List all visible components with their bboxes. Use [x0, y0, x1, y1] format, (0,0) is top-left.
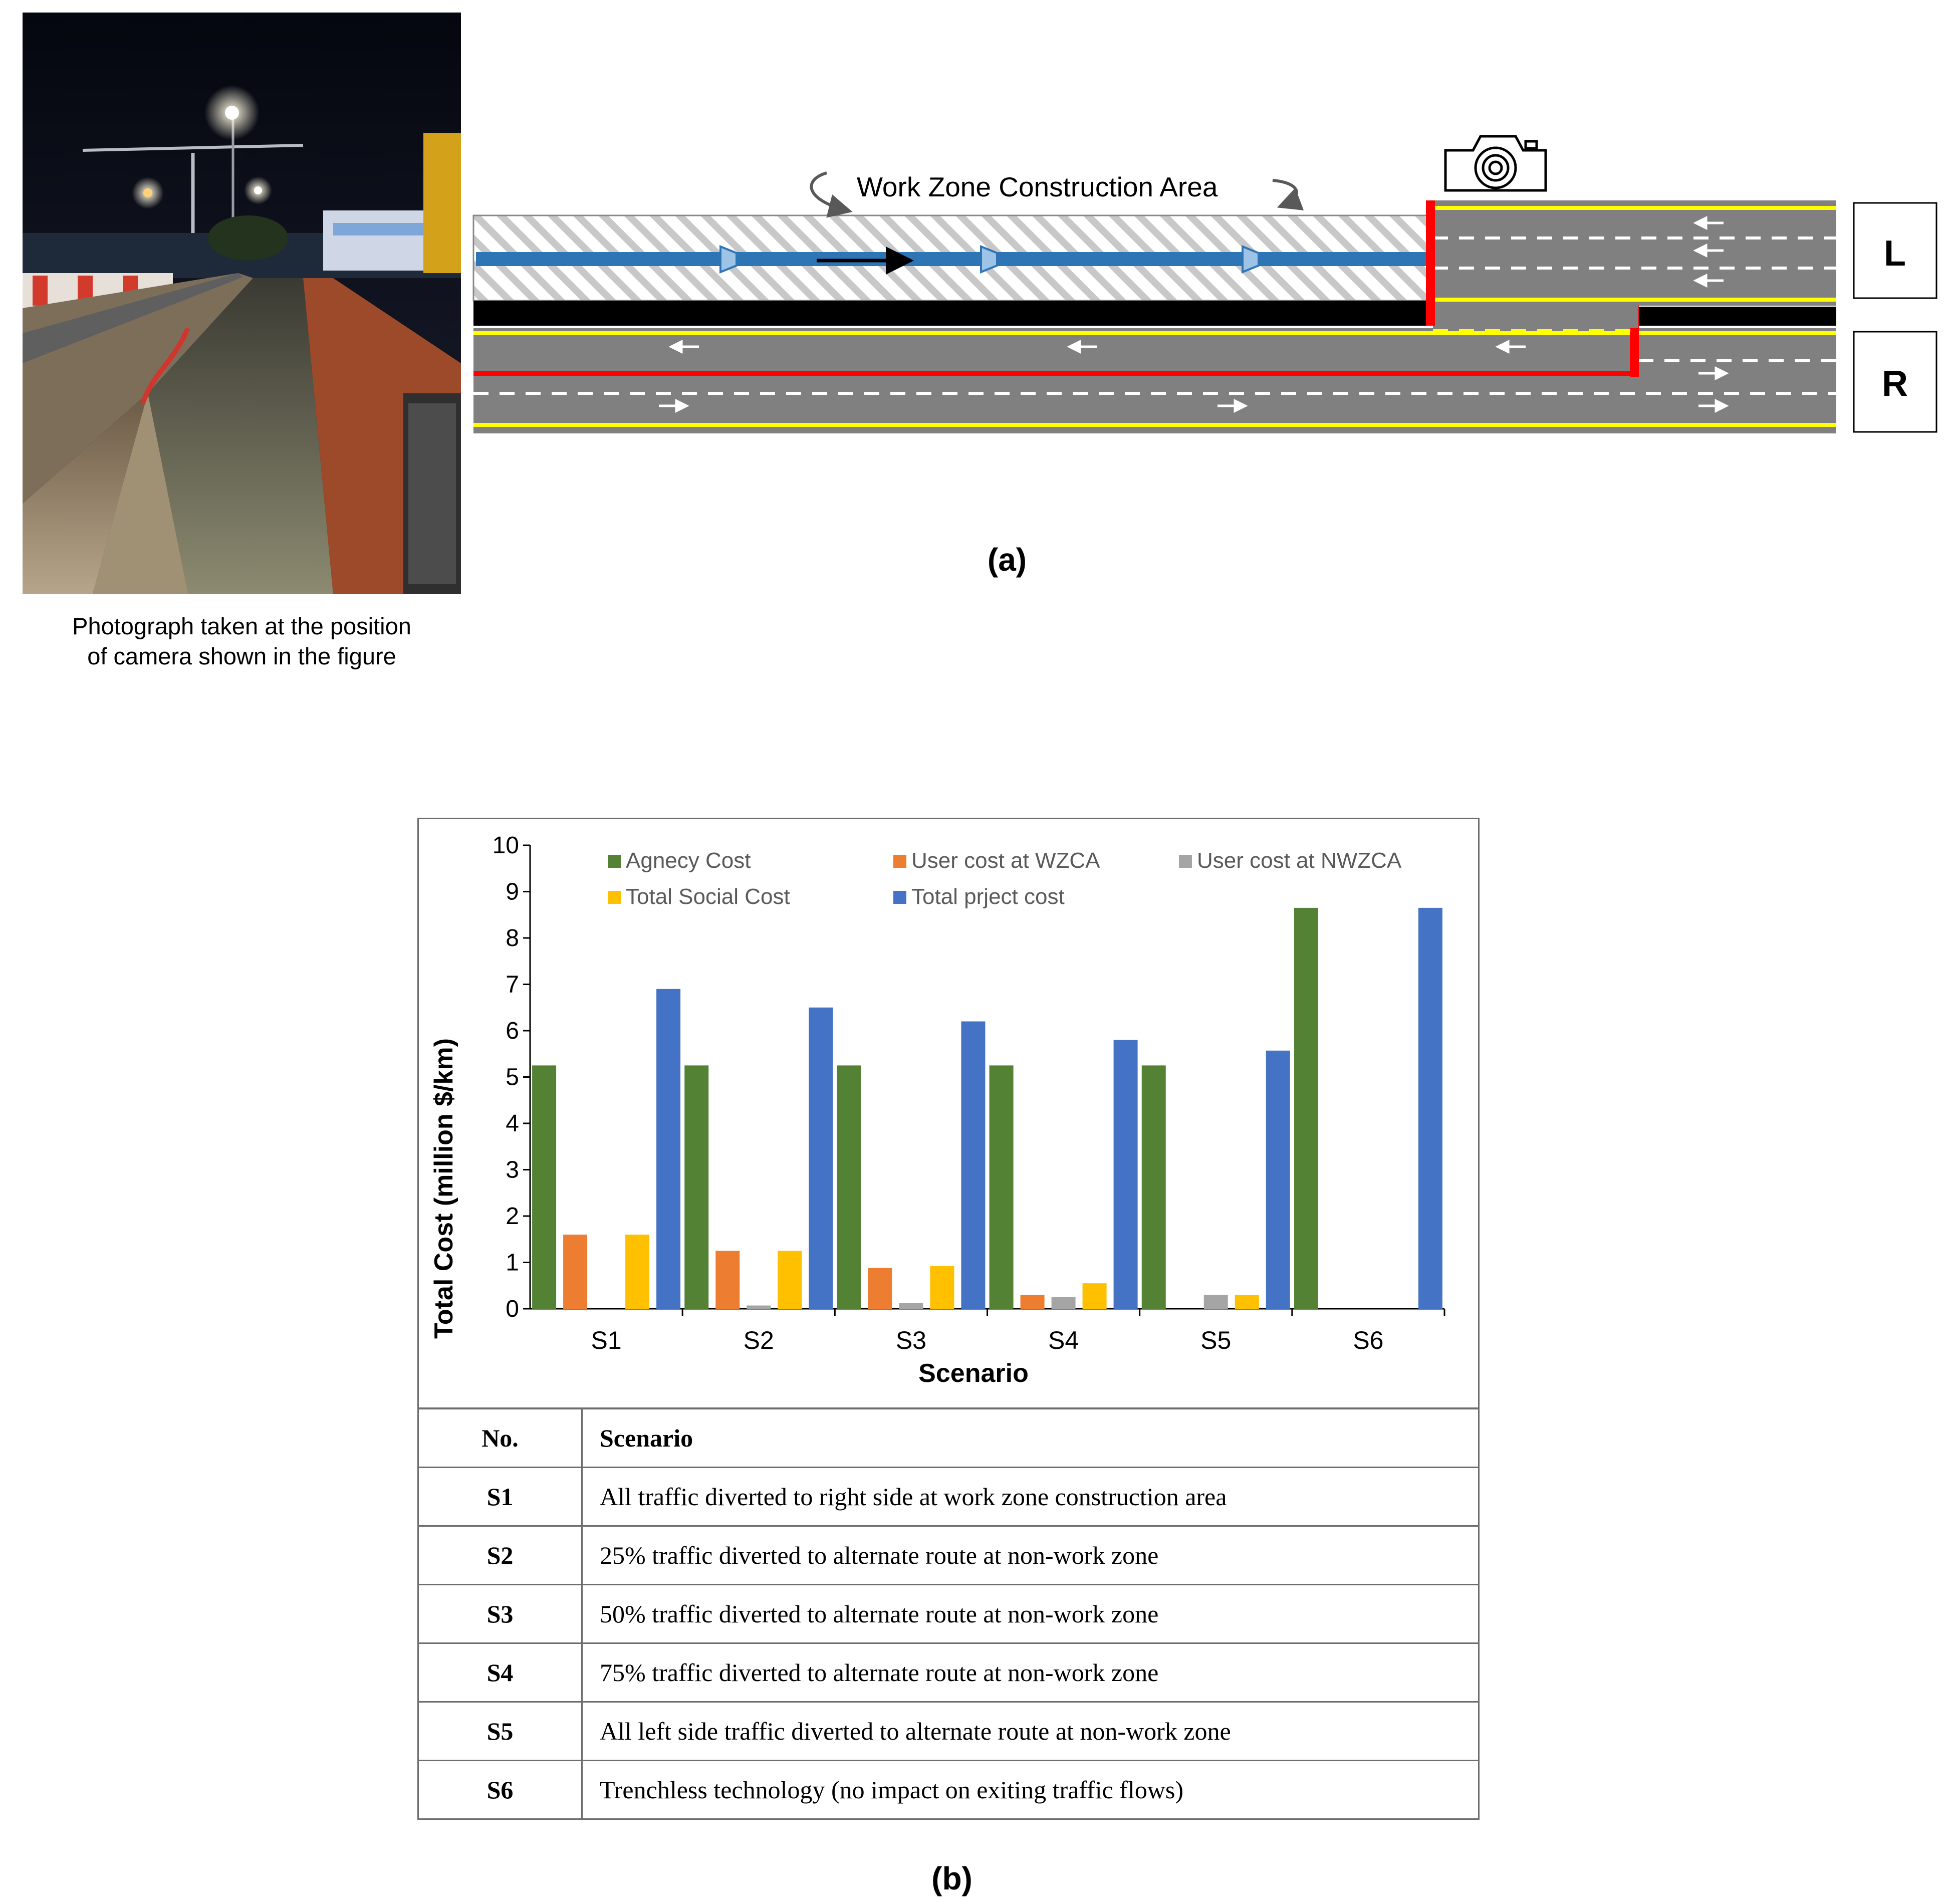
chart-legend: [608, 848, 1402, 909]
curved-arrow-icon: [811, 173, 847, 210]
bar-s4-series-3: [1052, 1297, 1076, 1309]
bar-s2-series-5: [809, 1008, 833, 1309]
road-diagram: [451, 100, 1948, 451]
x-axis-label: Scenario: [918, 1359, 1029, 1388]
bar-s5-series-3: [1204, 1295, 1228, 1309]
row-description: All traffic diverted to right side at work zone construction area: [582, 1468, 1479, 1526]
table-row: [418, 1643, 1479, 1702]
legend-swatch: [608, 855, 621, 868]
legend-swatch: [1179, 855, 1192, 868]
curved-arrow-icon: [1273, 180, 1297, 205]
chart-bars: [532, 908, 1442, 1309]
row-description: Trenchless technology (no impact on exiting traffic flows): [582, 1761, 1479, 1819]
header-scenario: Scenario: [582, 1409, 1479, 1468]
bar-s1-series-5: [656, 989, 680, 1309]
bar-s4-series-4: [1083, 1283, 1107, 1309]
bar-s1-series-4: [625, 1235, 649, 1309]
row-id: S2: [418, 1526, 582, 1585]
table-row: [418, 1468, 1479, 1526]
photo-caption-line-1: Photograph taken at the position: [72, 613, 411, 639]
bar-s4-series-5: [1114, 1040, 1138, 1309]
y-tick-label: 5: [506, 1064, 519, 1091]
bar-s4-series-1: [990, 1065, 1014, 1309]
x-tick-label: S1: [591, 1326, 622, 1354]
bar-s3-series-2: [868, 1268, 892, 1309]
panel-a-label: (a): [987, 542, 1027, 578]
side-label-left: L: [1884, 233, 1906, 274]
x-tick-label: S6: [1353, 1326, 1384, 1354]
work-zone-label: Work Zone Construction Area: [857, 171, 1218, 202]
y-tick-label: 7: [506, 971, 519, 998]
bar-s1-series-2: [563, 1235, 587, 1309]
x-tick-label: S3: [895, 1326, 927, 1354]
legend-label: Agnecy Cost: [626, 848, 751, 873]
y-tick-label: 3: [506, 1156, 519, 1183]
legend-swatch: [893, 855, 906, 868]
legend-label: Total prject cost: [911, 884, 1065, 909]
bar-s1-series-1: [532, 1065, 556, 1309]
legend-swatch: [608, 891, 621, 904]
table-row: [418, 1761, 1479, 1819]
side-label-right: R: [1882, 364, 1908, 404]
bar-s6-series-1: [1294, 908, 1318, 1309]
header-no: No.: [418, 1409, 582, 1468]
bar-s3-series-3: [899, 1303, 923, 1309]
y-tick-label: 10: [492, 832, 519, 859]
legend-label: Total Social Cost: [626, 884, 790, 909]
y-tick-label: 2: [506, 1203, 519, 1230]
y-axis-label: Total Cost (million $/km): [429, 1038, 458, 1339]
x-tick-label: S2: [743, 1326, 774, 1354]
bar-s5-series-5: [1266, 1051, 1290, 1309]
table-row: [418, 1526, 1479, 1585]
photo-caption-line-2: of camera shown in the figure: [87, 643, 396, 669]
table-row: [418, 1585, 1479, 1643]
row-id: S5: [418, 1702, 582, 1761]
row-description: 25% traffic diverted to alternate route at non-work zone: [582, 1526, 1479, 1585]
row-description: All left side traffic diverted to alternate route at non-work zone: [582, 1702, 1479, 1761]
y-tick-label: 1: [506, 1249, 519, 1276]
construction-photograph: [23, 13, 461, 594]
table-row: [418, 1702, 1479, 1761]
row-id: S3: [418, 1585, 582, 1643]
bar-s2-series-1: [684, 1065, 708, 1309]
photo-caption: [10, 611, 473, 671]
y-tick-label: 9: [506, 878, 519, 905]
bar-s3-series-1: [837, 1065, 861, 1309]
bar-s6-series-5: [1418, 908, 1442, 1309]
scenario-table: [417, 1408, 1480, 1820]
bar-s2-series-3: [747, 1306, 771, 1309]
bar-s3-series-4: [930, 1266, 954, 1309]
row-id: S1: [418, 1468, 582, 1526]
bar-s4-series-2: [1021, 1295, 1045, 1309]
row-description: 75% traffic diverted to alternate route at non-work zone: [582, 1643, 1479, 1702]
camera-icon: [1445, 136, 1546, 190]
bar-s2-series-2: [715, 1251, 740, 1309]
legend-swatch: [893, 891, 906, 904]
row-id: S6: [418, 1761, 582, 1819]
bar-s2-series-4: [778, 1251, 802, 1309]
row-description: 50% traffic diverted to alternate route at non-work zone: [582, 1585, 1479, 1643]
y-tick-label: 6: [506, 1018, 519, 1044]
bar-s5-series-1: [1142, 1065, 1166, 1309]
bar-s5-series-4: [1235, 1295, 1259, 1309]
bar-s3-series-5: [961, 1022, 985, 1309]
table-header-row: [418, 1409, 1479, 1468]
x-tick-label: S5: [1200, 1326, 1232, 1354]
panel-b-label: (b): [931, 1860, 972, 1896]
y-tick-label: 8: [506, 925, 519, 951]
y-tick-label: 4: [506, 1110, 519, 1137]
legend-label: User cost at NWZCA: [1197, 848, 1402, 873]
x-tick-label: S4: [1048, 1326, 1079, 1354]
cost-bar-chart: [417, 818, 1480, 1409]
y-tick-label: 0: [506, 1296, 519, 1322]
row-id: S4: [418, 1643, 582, 1702]
legend-label: User cost at WZCA: [911, 848, 1100, 873]
